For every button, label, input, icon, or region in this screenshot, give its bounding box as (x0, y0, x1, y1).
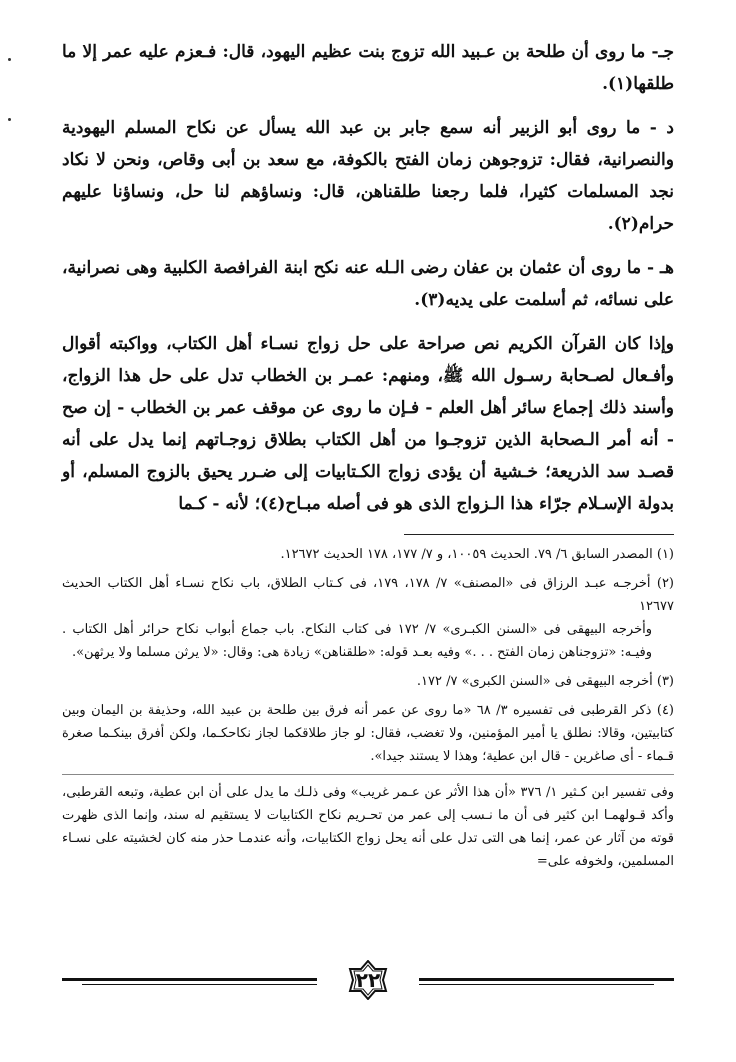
footer-rule-right (419, 978, 674, 981)
footnote-1-text: (١) المصدر السابق ٦/ ٧٩. الحديث ١٠٠٥٩، و ٧/ ١٧٧، ١٧٨ الحديث ١٢٦٧٢. (280, 547, 674, 562)
paragraph-main: وإذا كان القرآن الكريم نص صراحة على حل زواج نسـاء أهل الكتاب، وواكبته أقوال وأفـعال لصـحابة رسـول الله ﷺ، ومنهم: عمـر بن الخطاب تدل على حل هذا الزواج، وأسند ذلك إجماع سائر أهل العلم - فـإن ما روى عن موقف عمر بن الخطاب - إن صح - أنه أمر الـصحابة الذين تزوجـوا من أهل الكتاب بطلاق زوجـاتهم إنما يدل على أنه قصـد سد الذريعة؛ خـشية أن يؤدى زواج الكـتابيات إلى ضـرر يحيق بالزوج المسلم، أو بدولة الإسـلام جرّاء هذا الـزواج الذى هو فى أصله مبـاح(٤)؛ لأنه - كـما (62, 334, 674, 514)
footnote-2-text-b (62, 618, 674, 664)
page-footer (62, 960, 674, 1000)
margin-dot (8, 58, 11, 61)
footnote-1 (62, 543, 674, 566)
footer-rule-left (62, 978, 317, 981)
footnote-3 (62, 670, 674, 693)
page-number-ornament (338, 960, 398, 1000)
footnote-4 (62, 699, 674, 873)
footnote-divider (62, 774, 674, 775)
footnote-4-text-a: (٤) ذكر القرطبى فى تفسيره ٣/ ٦٨ «ما روى عن عمر أنه فرق بين طلحة بن عبيد الله، وحذيفة بن اليمان وبين كتابيتين، وقالا: نطلق يا أمير المؤمنين، ولا تغضب، فقال: لو جاز طلاقكما لجاز نكاحكـما، ولكن أفرق بينكـما صغرة قـماء - أى صاغرين - قال ابن عطية؛ وهذا لا يستند جيدا». (62, 703, 674, 764)
footer-rule-left-thin (82, 984, 317, 985)
footnote-2 (62, 572, 674, 664)
paragraph-ha: هـ - ما روى أن عثمان بن عفان رضى الـله عنه نكح ابنة الفرافصة الكلبية وهى نصرانية، على نسائه، ثم أسلمت على يديه(٣). (62, 258, 674, 310)
footnote-3-text: (٣) أخرجه البيهقى فى «السنن الكبرى» ٧/ ١٧٢. (416, 674, 674, 689)
footnote-4-text-b: وفى تفسير ابن كـثير ١/ ٣٧٦ «أن هذا الأثر عن عـمر غريب» وفى ذلـك ما يدل على أن ابن عطية، وتبعه القرطبى، وأكد قـولهمـا ابن كثير فى أن ما نـسب إلى عمر من تحـريم نكاح الكتابيات لا يستقيم له سند، وإنما الذى ظهرت قوته من آثار عن عمر، إنما هى التى تدل على أنه يحل زواج الكتابيات، وأنه عندمـا حذر منه كان لخشيته على نسـاء المسلمين، ولخوفه على= (62, 785, 674, 869)
margin-dot (8, 118, 11, 121)
paragraph-dal: د - ما روى أبو الزبير أنه سمع جابر بن عبد الله يسأل عن نكاح المسلم اليهودية والنصرانية، فقال: تزوجوهن زمان الفتح بالكوفة، مع سعد بن أبى وقاص، ونحن لا نكاد نجد المسلمات كثيرا، فلما رجعنا طلقناهن، قال: ونساؤهم لنا حل، ونساؤنا عليهم حرام(٢). (62, 118, 674, 234)
page-number: ٢٢ (355, 968, 381, 992)
footnote-2-indent: وأخرجه البيهقى فى «السنن الكبـرى» ٧/ ١٧٢ فى كتاب النكاح. باب جماع أبواب نكاح حرائر أهل الكتاب . وفيـه: «تزوجناهن زمان الفتح . . .» وفيه بعـد قوله: «طلقناهن» زيادة هى: وقال: «لا يرثن مسلما ولا يرثهن». (62, 622, 652, 660)
page-content (62, 36, 674, 879)
footnote-separator (404, 534, 674, 535)
footer-rule-right-thin (419, 984, 654, 985)
paragraph-jeem: جـ- ما روى أن طلحة بن عـبيد الله تزوج بنت عظيم اليهود، قال: فـعزم عليه عمر إلا ما طلقها(١). (62, 42, 674, 94)
footnote-2-text-a: (٢) أخرجـه عبـد الرزاق فى «المصنف» ٧/ ١٧٨، ١٧٩، فى كـتاب الطلاق، باب نكاح نسـاء أهل الكتاب الحديث ١٢٦٧٧ (62, 576, 674, 614)
